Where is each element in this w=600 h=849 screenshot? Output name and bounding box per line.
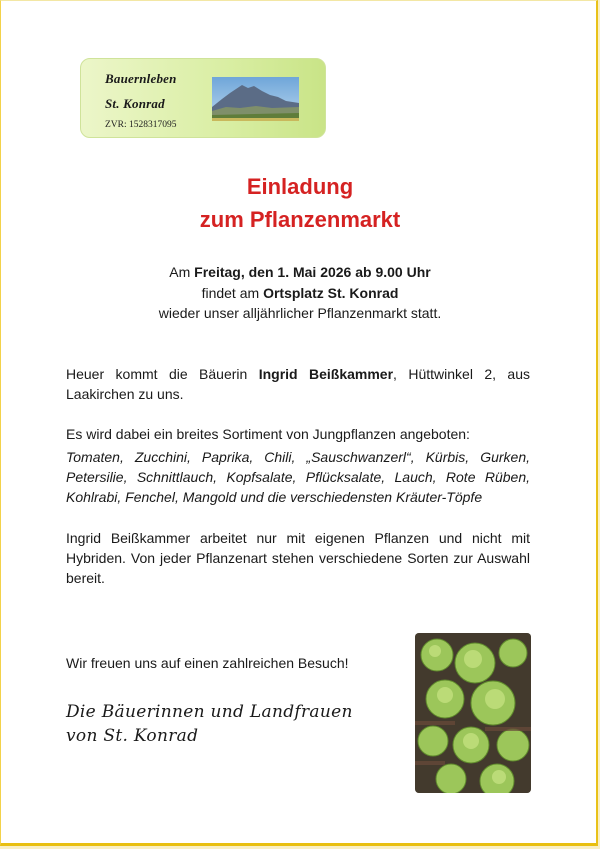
paragraph-visitor bbox=[66, 364, 530, 404]
paragraph-hybrids: Ingrid Beißkammer arbeitet nur mit eigenen Pflanzen und nicht mit Hybriden. Von jeder Pflanzenart stehen verschiedene Sorten zur Auswahl bereit. bbox=[66, 530, 530, 586]
intro-line-2 bbox=[0, 285, 600, 301]
event-date: Freitag, den 1. Mai 2026 ab 9.00 Uhr bbox=[194, 264, 431, 280]
p1-pre: Heuer kommt die Bäuerin bbox=[66, 366, 259, 382]
lettuce-photo bbox=[415, 633, 531, 793]
intro-line-1-pre: Am bbox=[169, 264, 195, 280]
paragraph-assortment: Es wird dabei ein breites Sortiment von Jungpflanzen angeboten: bbox=[66, 426, 470, 442]
logo-zvr: ZVR: 1528317095 bbox=[105, 120, 177, 130]
logo-line-2: St. Konrad bbox=[105, 96, 165, 111]
logo-box bbox=[80, 58, 326, 138]
title-line-1: Einladung bbox=[246, 174, 354, 199]
farmer-name: Ingrid Beißkammer bbox=[258, 366, 394, 382]
signature-line-2: von St. Konrad bbox=[66, 726, 199, 746]
logo-line-1: Bauernleben bbox=[105, 71, 177, 86]
intro-line-3: wieder unser alljährlicher Pflanzenmarkt statt. bbox=[158, 305, 442, 321]
p1-post: , Hüttwinkel 2, aus Laakirchen zu uns. bbox=[66, 366, 530, 402]
plant-list: Tomaten, Zucchini, Paprika, Chili, „Sauschwanzerl“, Kürbis, Gurken, Petersilie, Schnittlauch, Kopfsalate, Pflücksalate, Lauch, Rote Rüben, Kohlrabi, Fenchel, Mangold und die verschiedensten Kräuter-Töpfe bbox=[66, 449, 530, 505]
intro-line-2-pre: findet am bbox=[201, 285, 264, 301]
title-line-2: zum Pflanzenmarkt bbox=[199, 207, 401, 232]
event-location: Ortsplatz St. Konrad bbox=[263, 285, 399, 301]
intro-line-1 bbox=[0, 264, 600, 280]
mountain-photo bbox=[212, 77, 299, 121]
closing-line: Wir freuen uns auf einen zahlreichen Besuch! bbox=[66, 655, 349, 671]
signature-line-1: Die Bäuerinnen und Landfrauen bbox=[66, 702, 353, 722]
